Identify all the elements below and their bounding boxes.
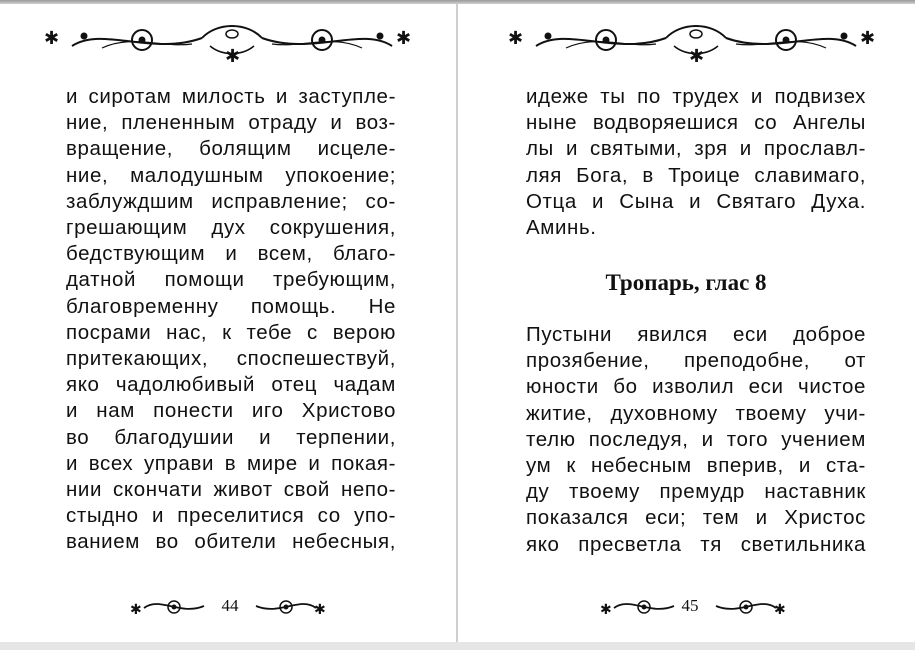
text-line: ние, плененным отраду и воз- — [66, 111, 396, 135]
footer-right-ornament — [250, 592, 330, 622]
text-line: прозябение, преподобне, от — [526, 349, 866, 373]
text-line: идеже ты по трудех и подвизех — [526, 85, 866, 108]
text-line: и нам понести иго Христово — [66, 399, 396, 423]
text-line: и всех управи в мире и покая- — [66, 451, 396, 475]
footer-left-ornament — [130, 592, 210, 622]
text-line: во благодушии и терпении, — [66, 425, 396, 449]
text-line: ляя Бога, в Троице славимаго, — [526, 163, 866, 187]
text-line: Аминь. — [526, 216, 597, 240]
text-line: датной помощи требующим, — [66, 268, 396, 292]
text-line: ныне водворяешися со Ангелы — [526, 111, 866, 135]
text-line: Отца и Сына и Святаго Духа. — [526, 189, 866, 213]
text-line: грешающим дух сокрушения, — [66, 216, 396, 240]
svg-text:✱: ✱ — [689, 46, 705, 66]
text-line: лы и святыми, зря и прославл- — [526, 137, 866, 161]
text-line: ванием во обители небесныя, — [66, 530, 396, 554]
text-line: житие, духовному твоему учи- — [526, 401, 866, 425]
text-line: ум к небесным вперив, и ста- — [526, 454, 866, 478]
text-line: вращение, болящим исцеле- — [66, 137, 396, 161]
text-line: и сиротам милость и заступле- — [66, 85, 396, 108]
text-line: заблуждшим исправление; со- — [66, 189, 396, 213]
left-page-footer — [130, 592, 330, 622]
section-heading: Тропарь, глас 8 — [605, 270, 767, 295]
top-floral-ornament — [506, 16, 886, 66]
text-line: нии скончати живот свой непо- — [66, 478, 396, 502]
page-number: 44 — [221, 596, 239, 615]
svg-text:✱: ✱ — [314, 602, 326, 618]
top-floral-ornament — [42, 16, 422, 66]
svg-text:✱: ✱ — [44, 28, 60, 49]
text-line: яко пресветла тя светильника — [526, 532, 866, 556]
right-body-text-bottom — [526, 322, 866, 558]
text-line: ду твоему премудр наставник — [526, 480, 866, 504]
text-line: бедствующим и всем, благо- — [66, 242, 396, 266]
footer-right-ornament — [710, 592, 790, 622]
text-line: стыдно и преселитися со упо- — [66, 504, 396, 528]
text-line: посрами нас, к тебе с верою — [66, 320, 396, 344]
svg-text:✱: ✱ — [225, 46, 241, 66]
text-line: ние, малодушным упокоение; — [66, 163, 396, 187]
text-line: Пустыни явился еси доброе — [526, 323, 866, 346]
text-line: юности бо изволил еси чистое — [526, 375, 866, 399]
svg-text:✱: ✱ — [774, 602, 786, 618]
text-line: телю последуя, и того учением — [526, 427, 866, 451]
svg-text:✱: ✱ — [600, 602, 612, 618]
text-line: благовременну помощь. Не — [66, 294, 396, 318]
text-line: яко чадолюбивый отец чадам — [66, 373, 396, 397]
svg-text:✱: ✱ — [860, 28, 876, 49]
svg-text:✱: ✱ — [396, 28, 412, 49]
left-body-text — [66, 84, 396, 556]
right-body-text-top — [526, 84, 866, 241]
footer-left-ornament — [600, 592, 680, 622]
right-page — [458, 0, 915, 650]
page-bottom-edge — [0, 642, 915, 650]
svg-text:✱: ✱ — [130, 602, 142, 618]
text-line: притекающих, споспешествуй, — [66, 347, 396, 371]
left-page — [0, 0, 457, 650]
right-page-footer — [600, 592, 800, 622]
svg-text:✱: ✱ — [508, 28, 524, 49]
page-number: 45 — [681, 596, 699, 615]
text-line: показался еси; тем и Христос — [526, 506, 866, 530]
